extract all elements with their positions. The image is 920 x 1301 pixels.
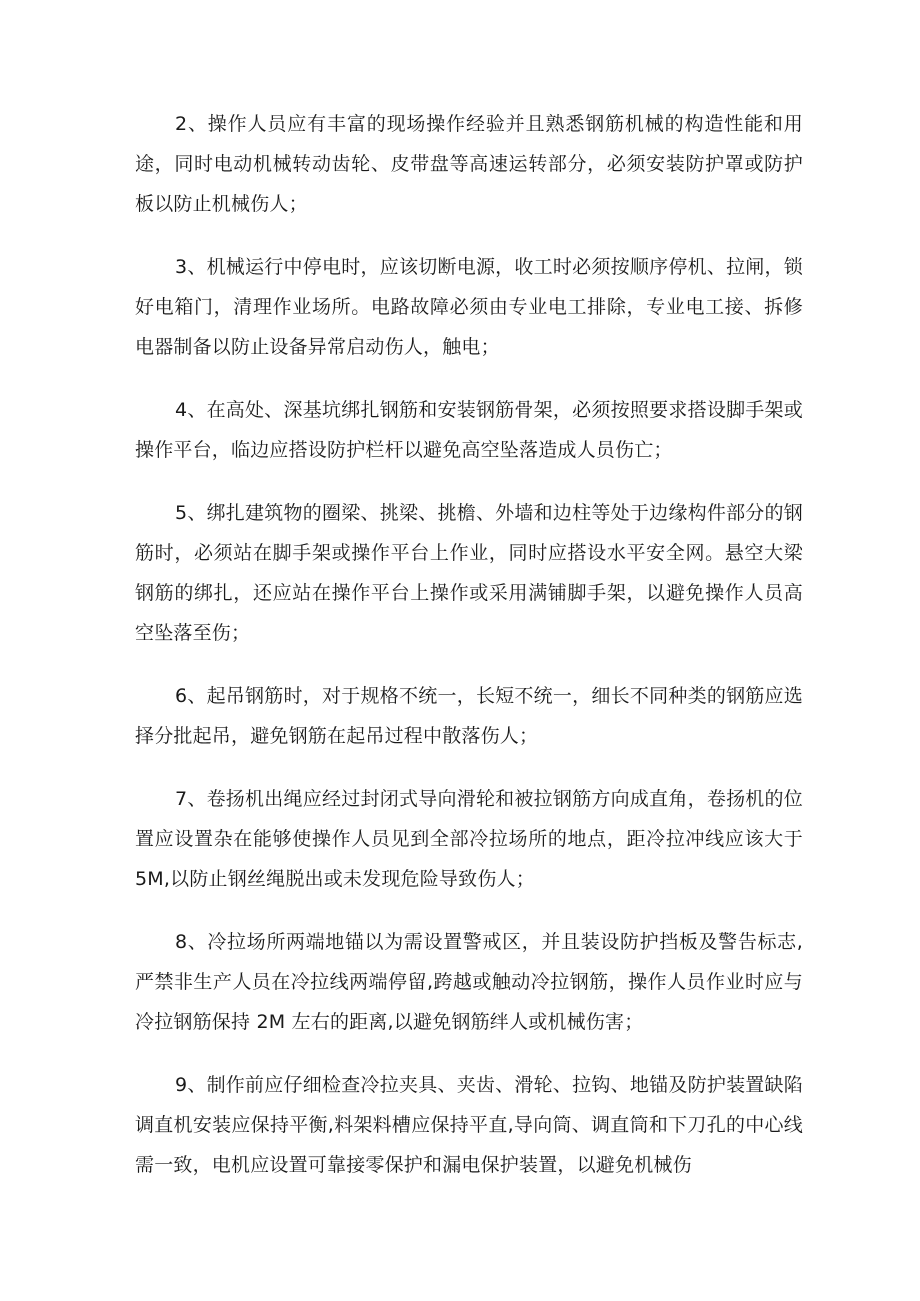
paragraph-item-4: 4、在高处、深基坑绑扎钢筋和安装钢筋骨架，必须按照要求搭设脚手架或操作平台，临边应搭设防护栏杆以避免高空坠落造成人员伤亡； (135, 399, 803, 461)
paragraph-item-9: 9、制作前应仔细检查冷拉夹具、夹齿、滑轮、拉钩、地锚及防护装置缺陷调直机安装应保持平衡,料架料槽应保持平直,导向筒、调直筒和下刀孔的中心线需一致，电机应设置可靠接零保护和漏电保护装置，以避免机械伤 (135, 1074, 803, 1176)
paragraph-item-7: 7、卷扬机出绳应经过封闭式导向滑轮和被拉钢筋方向成直角，卷扬机的位置应设置杂在能够使操作人员见到全部冷拉场所的地点，距冷拉冲线应该大于 5M,以防止钢丝绳脱出或未发现危险导致伤人； (135, 788, 803, 890)
paragraph-item-2: 2、操作人员应有丰富的现场操作经验并且熟悉钢筋机械的构造性能和用途，同时电动机械转动齿轮、皮带盘等高速运转部分，必须安装防护罩或防护板以防止机械伤人； (135, 113, 803, 215)
paragraph-item-5: 5、绑扎建筑物的圈梁、挑梁、挑檐、外墙和边柱等处于边缘构件部分的钢筋时，必须站在脚手架或操作平台上作业，同时应搭设水平安全网。悬空大梁钢筋的绑扎，还应站在操作平台上操作或采用满铺脚手架，以避免操作人员高空坠落至伤； (135, 502, 803, 644)
paragraph-item-3: 3、机械运行中停电时，应该切断电源，收工时必须按顺序停机、拉闸，锁好电箱门，清理作业场所。电路故障必须由专业电工排除，专业电工接、拆修电器制备以防止设备异常启动伤人，触电； (135, 256, 803, 358)
paragraph-item-8: 8、冷拉场所两端地锚以为需设置警戒区，并且装设防护挡板及警告标志,严禁非生产人员在冷拉线两端停留,跨越或触动冷拉钢筋，操作人员作业时应与冷拉钢筋保持 2M 左右的距离,以避免钢筋绊人或机械伤害； (135, 931, 803, 1033)
paragraph-item-6: 6、起吊钢筋时，对于规格不统一，长短不统一，细长不同种类的钢筋应选择分批起吊，避免钢筋在起吊过程中散落伤人； (135, 685, 803, 747)
document-body (135, 104, 803, 1185)
